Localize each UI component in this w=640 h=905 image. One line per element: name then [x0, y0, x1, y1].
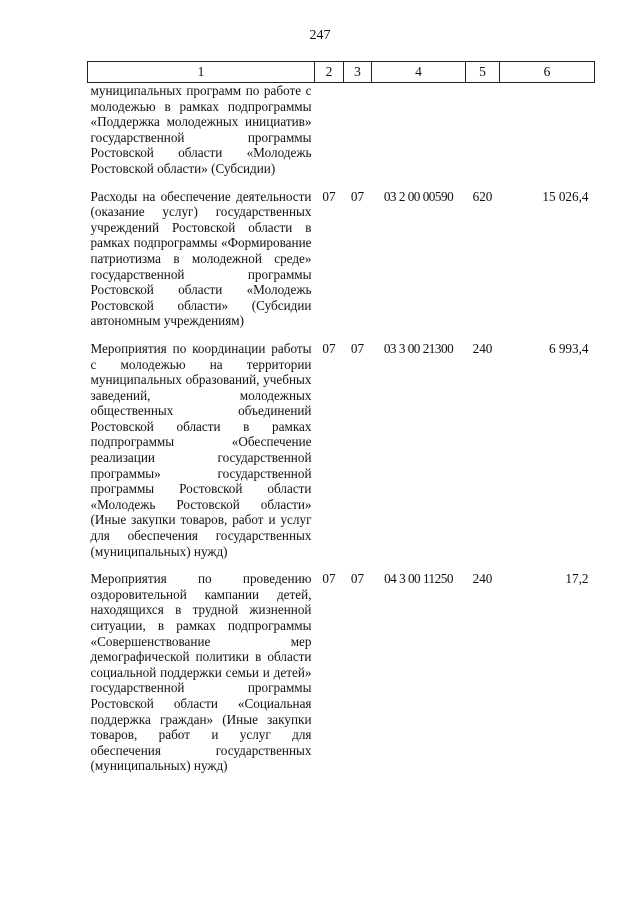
row-section: 07: [322, 188, 336, 204]
row-subsection: 07: [350, 571, 365, 587]
row-target-code: [372, 83, 466, 177]
column-header: 1: [88, 62, 315, 83]
row-amount: 17,2: [565, 571, 589, 587]
row-amount: 15 026,4: [542, 188, 589, 204]
row-expense-type: 620: [472, 188, 493, 204]
row-target-code: 04 3 00 11250: [384, 571, 453, 587]
row-section: 07: [322, 571, 336, 587]
row-description: Расходы на обеспечение деятельности (оказание услуг) государственных учреждений Ростовской области в рамках подпрограммы «Формирование патриотизма в молодежной среде» государственной программы Ростовской области «Молодежь Ростовской области» (Субсидии автономным учреждениям): [90, 188, 312, 329]
row-expense-type: [466, 83, 500, 177]
row-section: 07: [322, 340, 336, 356]
row-target-code: 03 3 00 21300: [383, 340, 454, 356]
column-header: 6: [500, 62, 595, 83]
row-subsection: [344, 83, 372, 177]
table-header-row: [88, 62, 595, 83]
row-section: [315, 83, 344, 177]
row-description: муниципальных программ по работе с молодежью в рамках подпрограммы «Поддержка молодежных инициатив» государственной программы Ростовской области «Молодежь Ростовской области» (Субсидии): [90, 83, 312, 176]
page-number: 247: [309, 28, 331, 43]
row-subsection: 07: [350, 188, 365, 204]
column-header: 3: [344, 62, 372, 83]
row-subsection: 07: [350, 340, 365, 356]
table-row: [88, 83, 595, 177]
column-header: 5: [466, 62, 500, 83]
row-amount: [500, 83, 595, 177]
row-expense-type: 240: [472, 340, 493, 356]
table-row: [88, 559, 595, 774]
row-description: Мероприятия по координации работы с молодежью на территории муниципальных образований, учебных заведений, молодежных общественных объединений Ростовской области в рамках подпрограммы «Обеспечение реализации государственной программы» государственной программы Ростовской области «Молодежь Ростовской области» (Иные закупки товаров, работ и услуг для обеспечения государственных (муниципальных) нужд): [90, 340, 312, 559]
row-target-code: 03 2 00 00590: [383, 188, 454, 204]
row-description: Мероприятия по проведению оздоровительной кампании детей, находящихся в трудной жизненной ситуации, в рамках подпрограммы «Совершенствование мер демографической политики в области социальной поддержки семьи и детей» государственной программы Ростовской области «Социальная поддержка граждан» (Иные закупки товаров, работ и услуг для обеспечения государственных (муниципальных) нужд): [90, 571, 312, 774]
row-amount: 6 993,4: [548, 340, 589, 356]
table-row: [88, 329, 595, 559]
budget-table: [87, 61, 595, 774]
table-row: [88, 177, 595, 329]
column-header: 4: [372, 62, 466, 83]
row-expense-type: 240: [472, 571, 493, 587]
column-header: 2: [315, 62, 344, 83]
